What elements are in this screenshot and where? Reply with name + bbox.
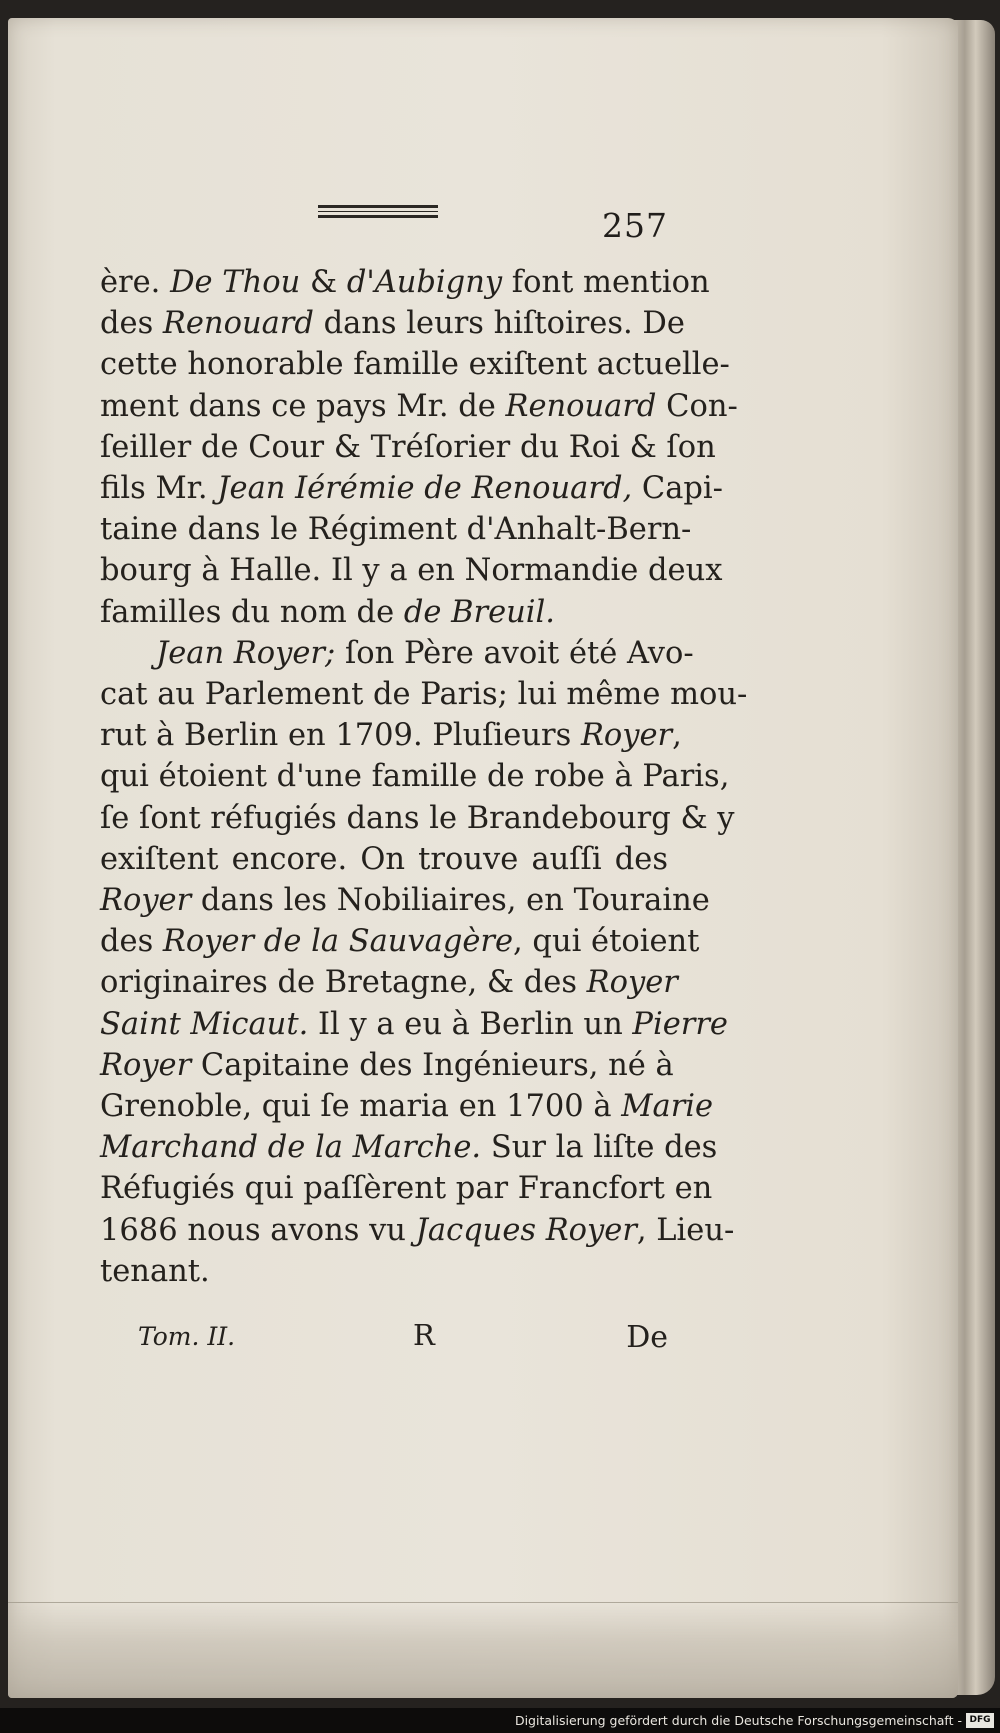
italic-text: d'Aubigny [346,265,503,300]
page-fold [8,1602,958,1698]
italic-text: Royer [586,965,678,1001]
text-segment: taine dans le Régiment d'Anhalt-Bern- [100,512,692,548]
text-segment: Grenoble, qui ſe maria en 1700 à [100,1089,622,1125]
text-segment: dans leurs hiſtoires. De [313,306,685,342]
text-line [100,592,668,633]
italic-text: Jean Royer; [156,635,336,671]
text-line [100,633,694,674]
catchword: De [626,1320,668,1355]
text-segment: Sur la liſte des [481,1130,718,1166]
text-segment: Capitaine des Ingénieurs, né à [191,1047,674,1083]
italic-text: Royer [100,1047,192,1083]
text-line [100,1168,713,1209]
text-segment: Réfugiés qui paſſèrent par Francfort en [100,1171,713,1207]
italic-text: Royer [580,718,673,754]
text-segment: cat au Parlement de Paris; lui même mou- [100,677,748,713]
text-line [100,1045,674,1086]
text-segment: , [672,718,682,754]
text-segment: & [300,265,347,300]
text-segment: fils Mr. [100,471,218,507]
text-segment: des [100,924,163,960]
text-segment: ſe ſont réfugiés dans le Brandebourg & y [100,800,735,836]
dfg-logo: DFG [966,1713,994,1728]
italic-text: Jean Iérémie de Renouard, [217,471,633,507]
text-line [100,839,668,880]
text-line [100,715,682,756]
header-rule [318,205,438,221]
text-segment: Il y a eu à Berlin un [308,1006,633,1042]
text-segment: originaires de Bretagne, & des [100,965,587,1001]
text-segment: exiſtent encore. On trouve auſſi des [100,841,668,877]
italic-text: De Thou [170,265,301,300]
text-line [100,509,692,550]
text-line [100,344,730,385]
text-line [100,1251,668,1292]
text-line [100,303,685,344]
credit-bar [0,1708,1000,1733]
text-segment: , Lieu- [636,1212,735,1248]
text-segment: tenant. [100,1253,210,1289]
text-line [100,1210,735,1251]
italic-text: de Breuil. [403,594,555,630]
text-line [100,674,748,715]
text-segment: dans les Nobiliaires, en Touraine [191,883,710,919]
italic-text: Jacques Royer [415,1212,637,1248]
text-segment: font mention [502,265,710,300]
text-line [100,550,723,591]
text-segment: rut à Berlin en 1709. Pluſieurs [100,718,581,754]
volume-mark: Tom. II. [138,1322,236,1351]
italic-text: Royer de la Sauvagère [162,924,514,960]
text-segment: cette honorable famille exiſtent actuelle- [100,347,730,383]
text-line [100,1127,718,1168]
text-line [100,468,723,509]
text-segment: Con- [656,388,738,424]
text-segment: des [100,306,163,342]
page-footer [138,1318,668,1362]
text-segment: Capi- [632,471,723,507]
text-segment: qui étoient d'une famille de robe à Paris, [100,759,730,795]
text-segment: bourg à Halle. Il y a en Normandie deux [100,553,723,589]
text-segment: familles du nom de [100,594,404,630]
italic-text: Marie [621,1089,714,1125]
text-segment: 1686 nous avons vu [100,1212,416,1248]
text-line [100,880,710,921]
text-segment: ſeiller de Cour & Tréſorier du Roi & ſon [100,429,716,465]
signature-mark: R [413,1318,435,1352]
text-line [100,386,738,427]
text-line [100,427,716,468]
text-line [100,262,710,303]
text-line [100,798,735,839]
italic-text: Marchand de la Marche. [100,1130,482,1166]
text-segment: ment dans ce pays Mr. de [100,388,506,424]
text-segment: ſon Père avoit été Avo- [335,635,694,671]
text-segment: , qui étoient [513,924,700,960]
text-line [100,962,678,1003]
text-line [100,1086,714,1127]
italic-text: Saint Micaut. [100,1006,309,1042]
text-line [100,756,730,797]
credit-text: Digitalisierung gefördert durch die Deutsche Forschungsgemeinschaft - [514,1713,962,1728]
page-number: 257 [602,206,668,245]
italic-text: Renouard [505,388,657,424]
text-line [100,921,700,962]
italic-text: Pierre [632,1006,728,1042]
text-segment: ère. [100,265,171,300]
italic-text: Renouard [162,306,314,342]
text-line [100,1004,728,1045]
italic-text: Royer [100,883,192,919]
body-text [100,262,748,1292]
